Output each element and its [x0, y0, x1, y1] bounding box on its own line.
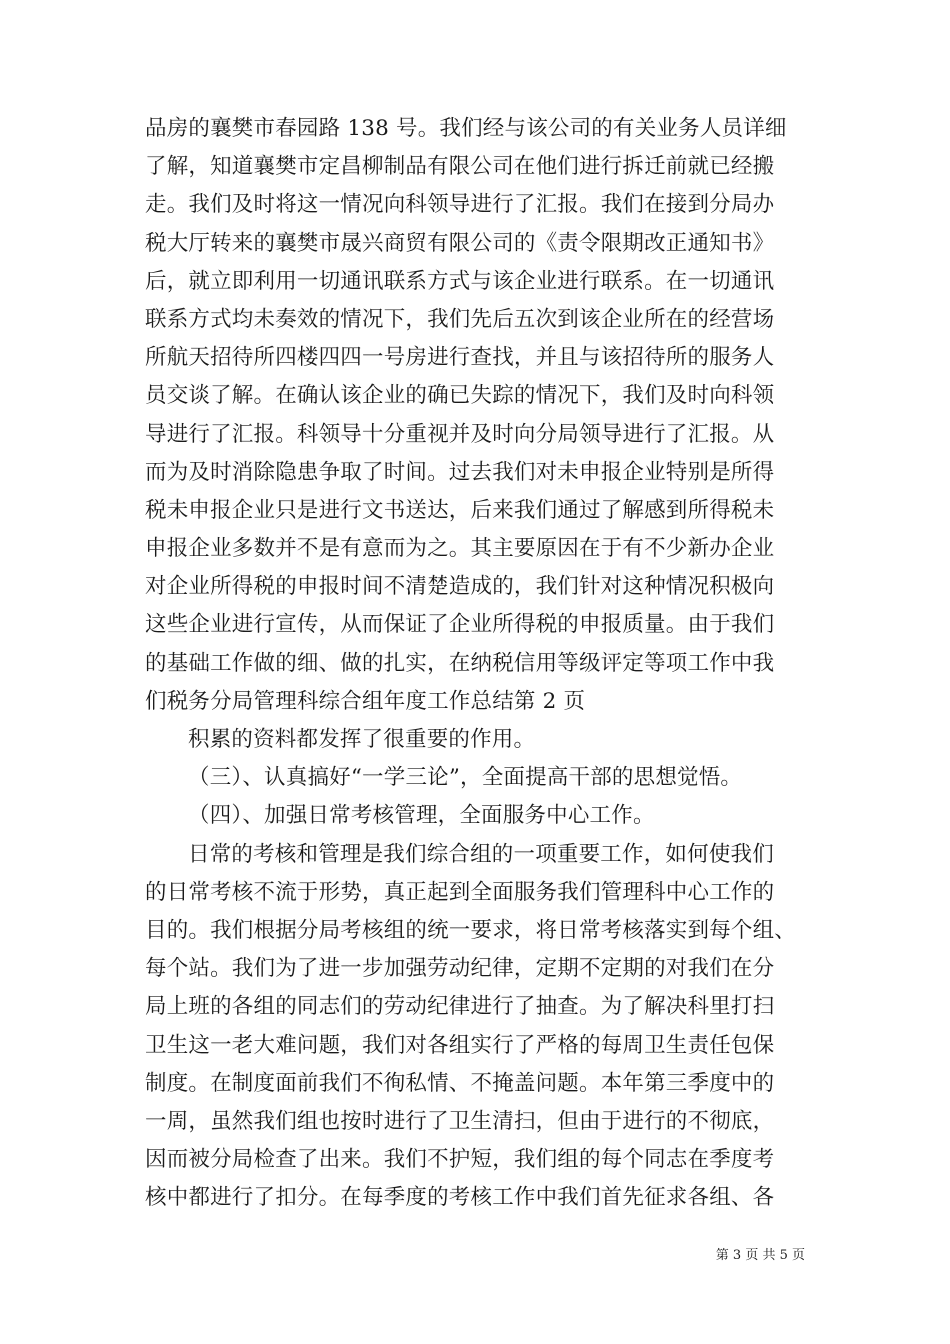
- text-line: 税未申报企业只是进行文书送达，后来我们通过了解感到所得税未: [145, 497, 775, 523]
- text-line: 一周，虽然我们组也按时进行了卫生清扫，但由于进行的不彻底，: [145, 1108, 775, 1134]
- text-line: 申报企业多数并不是有意而为之。其主要原因在于有不少新办企业: [145, 536, 775, 562]
- text-line: 日常的考核和管理是我们综合组的一项重要工作，如何使我们: [188, 841, 774, 867]
- text-line: 联系方式均未奏效的情况下，我们先后五次到该企业所在的经营场: [145, 306, 775, 332]
- text-line: 每个站。我们为了进一步加强劳动纪律，定期不定期的对我们在分: [145, 956, 775, 982]
- text-line: 卫生这一老大难问题，我们对各组实行了严格的每周卫生责任包保: [145, 1032, 775, 1058]
- text-line: 而为及时消除隐患争取了时间。过去我们对未申报企业特别是所得: [145, 459, 775, 485]
- section-heading-4: （四）、加强日常考核管理，全面服务中心工作。: [188, 803, 655, 829]
- text-line: 局上班的各组的同志们的劳动纪律进行了抽查。为了解决科里打扫: [145, 994, 775, 1020]
- text-line: 积累的资料都发挥了很重要的作用。: [188, 727, 536, 752]
- text-line: 目的。我们根据分局考核组的统一要求，将日常考核落实到每个组、: [145, 917, 797, 943]
- text-line: 因而被分局检查了出来。我们不护短，我们组的每个同志在季度考: [145, 1147, 775, 1173]
- text-line: 制度。在制度面前我们不徇私情、不掩盖问题。本年第三季度中的: [145, 1070, 775, 1096]
- text-line: 这些企业进行宣传，从而保证了企业所得税的申报质量。由于我们: [145, 612, 775, 638]
- text-line: 税大厅转来的襄樊市晟兴商贸有限公司的《责令限期改正通知书》: [145, 230, 775, 256]
- page-number: 第 3 页 共 5 页: [715, 1248, 805, 1263]
- text-line: 核中都进行了扣分。在每季度的考核工作中我们首先征求各组、各: [145, 1185, 775, 1211]
- text-line: 了解，知道襄樊市定昌柳制品有限公司在他们进行拆迁前就已经搬: [145, 154, 775, 180]
- text-line: 所航天招待所四楼四四一号房进行查找，并且与该招待所的服务人: [145, 345, 775, 371]
- text-line: 对企业所得税的申报时间不清楚造成的，我们针对这种情况积极向: [145, 574, 775, 600]
- text-line: 们税务分局管理科综合组年度工作总结第 2 页: [145, 688, 586, 714]
- body-text: [145, 110, 815, 1217]
- text-line: 的日常考核不流于形势，真正起到全面服务我们管理科中心工作的: [145, 879, 775, 905]
- text-line: 走。我们及时将这一情况向科领导进行了汇报。我们在接到分局办: [145, 192, 775, 218]
- text-line: 后，就立即利用一切通讯联系方式与该企业进行联系。在一切通讯: [145, 268, 775, 294]
- text-line: 品房的襄樊市春园路 138 号。我们经与该公司的有关业务人员详细: [145, 116, 787, 141]
- section-heading-3: （三）、认真搞好“一学三论”，全面提高干部的思想觉悟。: [188, 765, 743, 791]
- text-line: 导进行了汇报。科领导十分重视并及时向分局领导进行了汇报。从: [145, 421, 775, 447]
- text-line: 员交谈了解。在确认该企业的确已失踪的情况下，我们及时向科领: [145, 383, 775, 409]
- text-line: 的基础工作做的细、做的扎实，在纳税信用等级评定等项工作中我: [145, 650, 775, 676]
